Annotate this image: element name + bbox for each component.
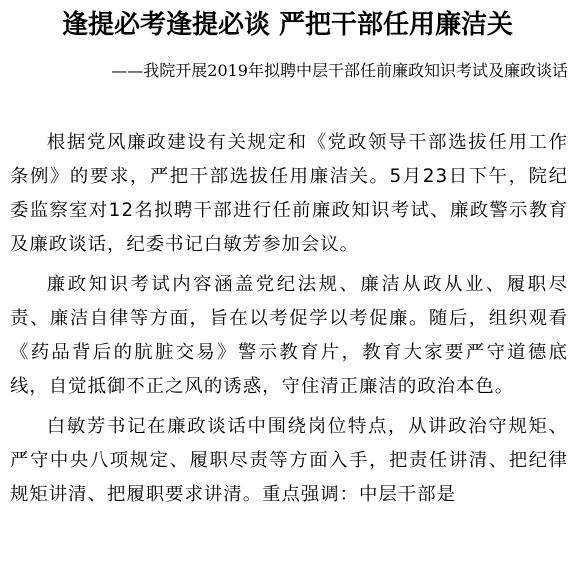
article-title: 逢提必考逢提必谈 严把干部任用廉洁关 <box>61 10 514 40</box>
paragraph-1: 根据党风廉政建设有关规定和《党政领导干部选拔任用工作条例》的要求，严把干部选拔任用廉洁关。5月23日下午，院纪委监察室对12名拟聘干部进行任前廉政知识考试、廉政警示教育及廉政谈话，纪委书记白敏芳参加会议。 <box>10 132 568 255</box>
paragraph-3: 白敏芳书记在廉政谈话中围绕岗位特点，从讲政治守规矩、严守中央八项规定、履职尽责等方面入手，把责任讲清、把纪律规矩讲清、把履职要求讲清。重点强调：中层干部是 <box>10 416 568 505</box>
article-subtitle: ——我院开展2019年拟聘中层干部任前廉政知识考试及廉政谈话 <box>111 61 568 80</box>
article-body <box>10 126 568 518</box>
paragraph-2: 廉政知识考试内容涵盖党纪法规、廉洁从政从业、履职尽责、廉洁自律等方面，旨在以考促学以考促廉。随后，组织观看《药品背后的肮脏交易》警示教育片，教育大家要严守道德底线，自觉抵御不正之风的诱惑，守住清正廉洁的政治本色。 <box>10 274 568 397</box>
